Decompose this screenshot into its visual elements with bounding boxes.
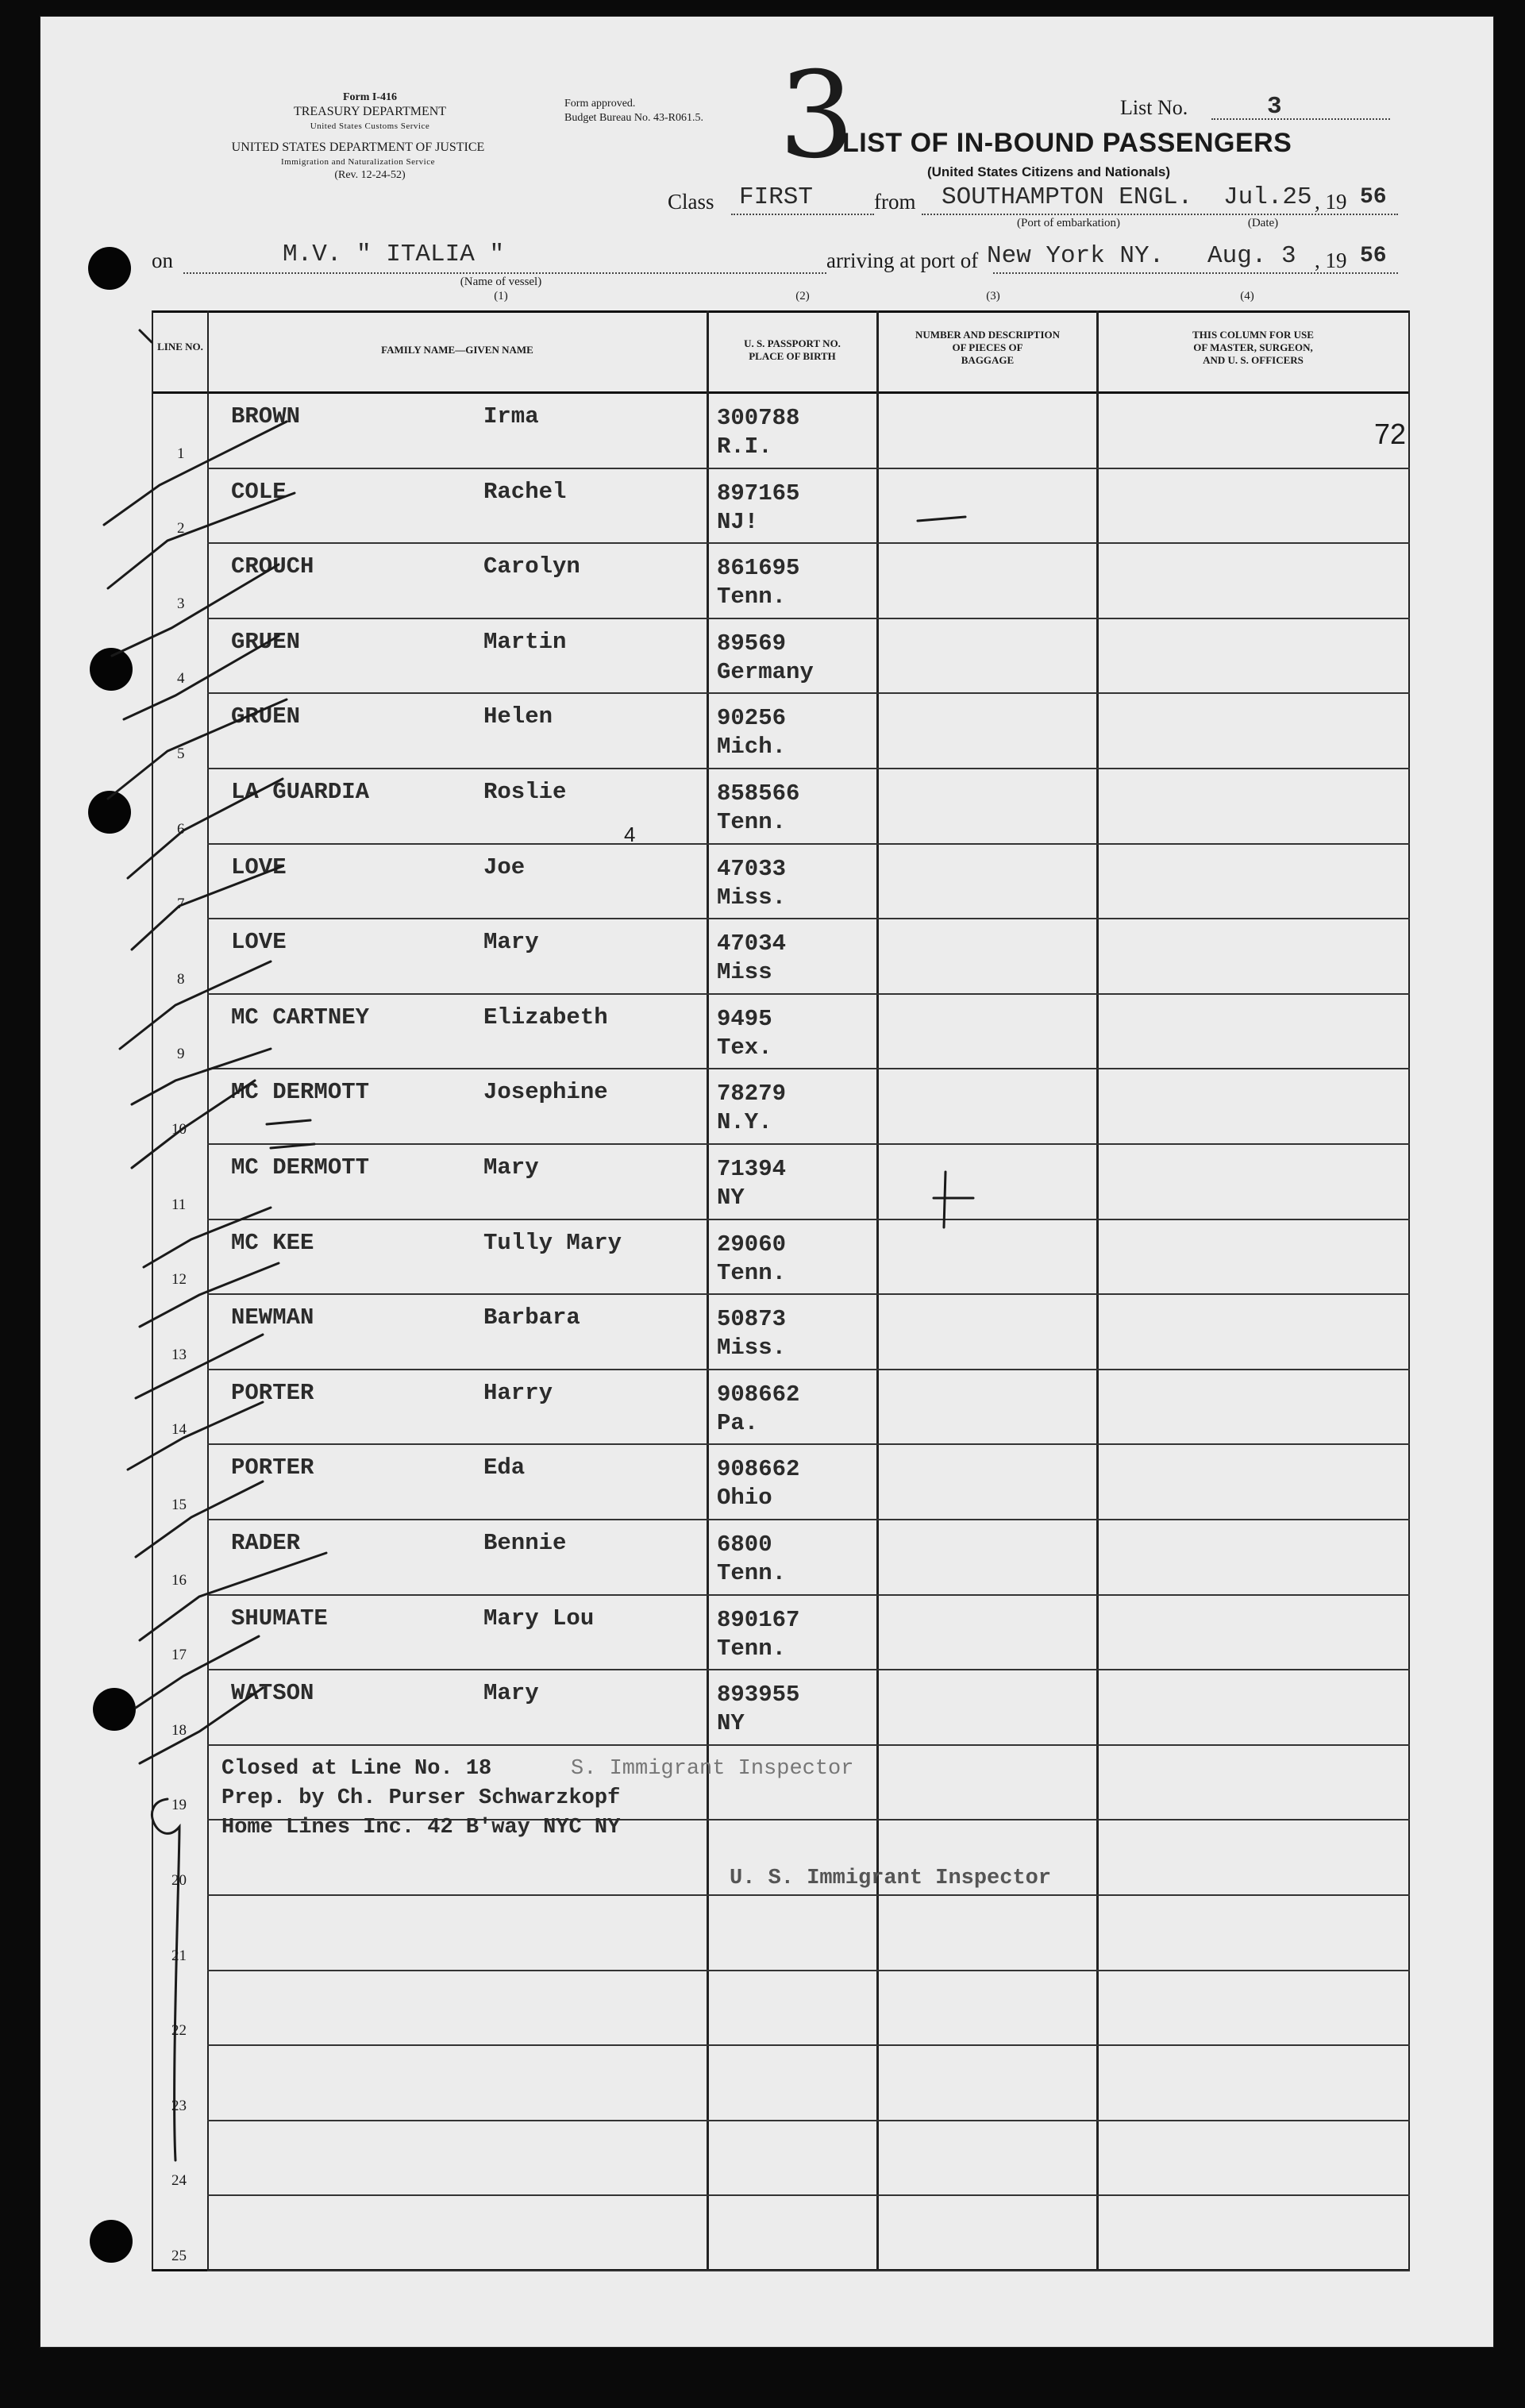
given-name: Roslie (483, 779, 567, 805)
form-title: LIST OF IN-BOUND PASSENGERS (842, 128, 1292, 158)
class-value: FIRST (739, 183, 814, 211)
line-number: 11 (171, 1196, 187, 1213)
baggage-mark (918, 517, 965, 521)
check-mark (140, 1688, 263, 1763)
family-name: MC CARTNEY (231, 1004, 370, 1031)
passport-no: 897165 (717, 480, 800, 507)
given-name: Barbara (483, 1304, 580, 1331)
caption-4: (4) (1240, 290, 1254, 302)
place-of-birth: Germany (717, 658, 814, 685)
family-name: LA GUARDIA (231, 779, 370, 805)
place-of-birth: Miss. (717, 1335, 787, 1362)
ins-service: Immigration and Naturalization Service (280, 157, 436, 167)
treasury-dept: TREASURY DEPARTMENT (293, 105, 447, 118)
family-name: WATSON (231, 1680, 314, 1707)
budget-bureau: Budget Bureau No. 43-R061.5. (564, 112, 703, 124)
col-header-birth: PLACE OF BIRTH (749, 350, 836, 362)
port-of-embarkation: SOUTHAMPTON ENGL. (942, 183, 1193, 211)
port-embark-caption: (Port of embarkation) (1017, 217, 1120, 229)
closed-at-line: Closed at Line No. 18 (221, 1757, 492, 1781)
col-header-line-no: LINE NO. (157, 341, 203, 353)
line-number: 9 (177, 1046, 185, 1063)
passport-no: 890167 (717, 1606, 800, 1633)
tick-mark (140, 330, 152, 342)
line-number: 19 (171, 1797, 187, 1814)
family-name: MC DERMOTT (231, 1079, 370, 1106)
family-name: NEWMAN (231, 1304, 314, 1331)
place-of-birth: R.I. (717, 433, 772, 460)
inspector-stamp-1: S. Immigrant Inspector (571, 1757, 854, 1781)
family-name: SHUMATE (231, 1605, 328, 1632)
check-mark (136, 1335, 263, 1398)
prepared-by: Prep. by Ch. Purser Schwarzkopf (221, 1786, 621, 1810)
check-mark (140, 1553, 326, 1640)
place-of-birth: NJ! (717, 508, 759, 535)
line-number: 25 (171, 2248, 187, 2264)
passport-no: 893955 (717, 1682, 800, 1709)
line-number: 22 (171, 2022, 187, 2040)
form-approved: Form approved. (564, 98, 636, 110)
line-number: 21 (171, 1947, 187, 1964)
place-of-birth: Mich. (717, 734, 787, 761)
check-mark (136, 1481, 263, 1557)
justice-dept: UNITED STATES DEPARTMENT OF JUSTICE (231, 141, 485, 154)
line-number: 20 (171, 1872, 187, 1889)
col-header-passport: U. S. PASSPORT NO. (744, 337, 841, 349)
place-of-birth: Miss (717, 959, 772, 986)
line-number: 6 (177, 820, 185, 838)
col-header-baggage-1: NUMBER AND DESCRIPTION (915, 329, 1061, 341)
check-mark (108, 493, 295, 588)
from-label: from (874, 190, 916, 214)
customs-service: United States Customs Service (310, 121, 430, 131)
arriving-label: arriving at port of (826, 249, 979, 272)
given-name: Irma (483, 403, 539, 430)
line-number: 8 (177, 970, 185, 988)
caption-2: (2) (795, 290, 810, 302)
vessel-name: M.V. " ITALIA " (283, 241, 505, 268)
form-subtitle: (United States Citizens and Nationals) (926, 164, 1171, 179)
inspector-stamp-2: U. S. Immigrant Inspector (730, 1867, 1052, 1890)
given-name: Harry (483, 1379, 553, 1406)
given-name: Tully Mary (483, 1229, 622, 1256)
check-mark (136, 1636, 259, 1708)
given-name: Mary (483, 929, 539, 956)
family-name: GRUEN (231, 703, 301, 730)
passport-no: 90256 (717, 705, 787, 732)
family-name: CROUCH (231, 553, 314, 580)
list-no-value: 3 (1267, 93, 1282, 121)
arriving-date: Aug. 3 (1207, 242, 1296, 270)
family-name: LOVE (231, 853, 287, 880)
arriving-port: New York NY. (987, 242, 1165, 270)
line-number: 7 (177, 896, 185, 913)
year-prefix: , 19 (1315, 190, 1347, 214)
class-label: Class (668, 190, 714, 214)
family-name: PORTER (231, 1454, 314, 1481)
given-name: Rachel (483, 478, 567, 505)
place-of-birth: Pa. (717, 1409, 759, 1436)
line-number: 3 (177, 595, 185, 612)
place-of-birth: Tenn. (717, 809, 787, 835)
line-number: 24 (171, 2172, 187, 2190)
row-note-4: 4 (624, 823, 636, 846)
given-name: Martin (483, 628, 567, 655)
passport-no: 858566 (717, 780, 800, 807)
embarkation-date: Jul.25 (1223, 183, 1312, 211)
place-of-birth: N.Y. (717, 1109, 772, 1136)
check-mark (140, 1263, 279, 1327)
passport-no: 300788 (717, 405, 800, 431)
place-of-birth: NY (717, 1185, 745, 1211)
check-mark (128, 1402, 263, 1470)
given-name: Elizabeth (483, 1004, 608, 1031)
col-header-baggage-3: BAGGAGE (961, 354, 1015, 366)
col-header-name: FAMILY NAME—GIVEN NAME (381, 344, 533, 356)
place-of-birth: Tenn. (717, 1259, 787, 1286)
col-header-officers-1: THIS COLUMN FOR USE (1192, 329, 1314, 341)
family-name: LOVE (231, 929, 287, 956)
caption-3: (3) (986, 290, 1000, 302)
col-header-baggage-2: OF PIECES OF (952, 341, 1023, 353)
vessel-caption: (Name of vessel) (460, 275, 542, 288)
given-name: Mary Lou (483, 1605, 595, 1632)
arriving-year: 56 (1360, 244, 1387, 268)
line-number: 13 (171, 1346, 187, 1363)
given-name: Eda (483, 1454, 526, 1481)
given-name: Josephine (483, 1079, 608, 1106)
place-of-birth: NY (717, 1710, 745, 1737)
col-header-officers-2: OF MASTER, SURGEON, (1193, 341, 1313, 353)
given-name: Mary (483, 1154, 539, 1181)
form-number: Form I-416 (342, 91, 398, 103)
form-sheet (40, 16, 1494, 2348)
passport-no: 89569 (717, 630, 787, 657)
passport-no: 908662 (717, 1456, 800, 1483)
passport-no: 47033 (717, 855, 787, 882)
place-of-birth: Tenn. (717, 1635, 787, 1662)
list-no-label: List No. (1120, 96, 1188, 119)
given-name: Helen (483, 703, 553, 730)
passport-no: 29060 (717, 1231, 787, 1258)
check-marks (40, 17, 1493, 2347)
form-revision: (Rev. 12-24-52) (334, 169, 406, 181)
family-name: MC DERMOTT (231, 1154, 370, 1181)
given-name: Bennie (483, 1530, 567, 1556)
line-number: 15 (171, 1497, 187, 1513)
family-name: RADER (231, 1530, 301, 1556)
place-of-birth: Tex. (717, 1034, 772, 1061)
line-number: 16 (171, 1571, 187, 1589)
check-mark (104, 422, 287, 525)
passport-no: 9495 (717, 1005, 772, 1032)
line-number: 17 (171, 1647, 187, 1664)
line-number: 2 (177, 520, 185, 537)
place-of-birth: Miss. (717, 884, 787, 911)
given-name: Mary (483, 1680, 539, 1707)
line-number: 4 (177, 670, 185, 688)
check-mark (132, 866, 283, 950)
family-name: BROWN (231, 403, 301, 430)
check-mark (112, 564, 279, 656)
given-name: Joe (483, 853, 526, 880)
caption-1: (1) (494, 290, 508, 302)
family-name: COLE (231, 478, 287, 505)
family-name: GRUEN (231, 628, 301, 655)
agent-address: Home Lines Inc. 42 B'way NYC NY (221, 1816, 621, 1840)
embarkation-year: 56 (1360, 185, 1387, 210)
line-number: 1 (177, 445, 185, 462)
baggage-cross (934, 1172, 973, 1227)
passport-no: 908662 (717, 1381, 800, 1408)
family-name: PORTER (231, 1379, 314, 1406)
year-prefix-2: , 19 (1315, 249, 1347, 272)
check-mark (124, 636, 279, 719)
passport-no: 71394 (717, 1156, 787, 1182)
passport-no: 47034 (717, 930, 787, 957)
line-number: 18 (171, 1721, 187, 1739)
line-number: 14 (171, 1421, 187, 1439)
family-name: MC KEE (231, 1229, 314, 1256)
check-mark (132, 1049, 271, 1104)
place-of-birth: Ohio (717, 1485, 772, 1512)
passport-no: 78279 (717, 1081, 787, 1108)
line-number: 23 (171, 2097, 187, 2114)
on-label: on (152, 249, 173, 272)
handwritten-list-number: 3 (779, 47, 855, 185)
margin-note-72: 72 (1374, 418, 1407, 450)
strike-mark (267, 1120, 314, 1148)
line-number: 5 (177, 746, 185, 762)
place-of-birth: Tenn. (717, 1560, 787, 1586)
place-of-birth: Tenn. (717, 584, 787, 611)
date-caption: (Date) (1247, 217, 1279, 229)
check-mark (144, 1208, 271, 1267)
check-mark (120, 961, 271, 1049)
line-number: 12 (171, 1271, 187, 1289)
check-mark (128, 779, 283, 878)
line-number: 10 (171, 1121, 187, 1138)
given-name: Carolyn (483, 553, 580, 580)
passport-no: 861695 (717, 555, 800, 582)
passport-no: 6800 (717, 1531, 772, 1558)
loop-mark (152, 1799, 179, 2160)
passport-no: 50873 (717, 1306, 787, 1333)
col-header-officers-3: AND U. S. OFFICERS (1203, 354, 1304, 366)
